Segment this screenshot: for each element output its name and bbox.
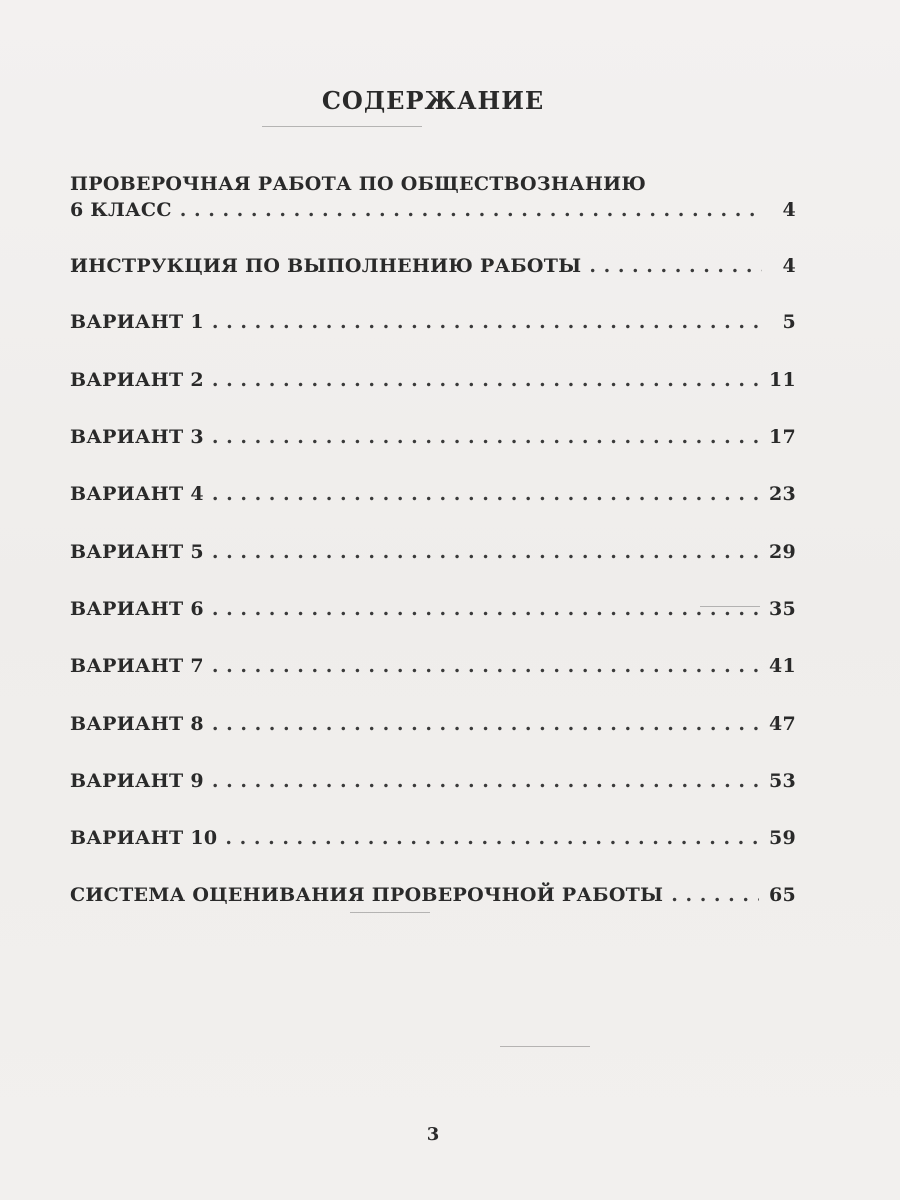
dot-leader [180, 197, 762, 223]
dot-leader [225, 825, 759, 851]
toc-entry-label: ВАРИАНТ 7 [70, 655, 204, 677]
toc-entry-page: 59 [768, 827, 796, 849]
dot-leader [212, 653, 759, 679]
dot-leader [212, 481, 759, 507]
toc-entry-page: 23 [768, 483, 796, 505]
toc-entry [70, 768, 796, 794]
toc-entry-label: ВАРИАНТ 5 [70, 541, 204, 563]
toc-entry-label: ВАРИАНТ 9 [70, 770, 204, 792]
toc-entry [70, 367, 796, 393]
toc-entry [70, 882, 796, 908]
toc-entry [70, 825, 796, 851]
toc-entry-label: ИНСТРУКЦИЯ ПО ВЫПОЛНЕНИЮ РАБОТЫ [70, 255, 582, 277]
toc-entry-page: 4 [782, 199, 796, 221]
dot-leader [589, 253, 762, 279]
toc-entry [70, 253, 796, 279]
toc-entry-label: ВАРИАНТ 8 [70, 713, 204, 735]
show-through-line [262, 126, 422, 127]
toc-entry-label: ВАРИАНТ 4 [70, 483, 204, 505]
toc-entry [70, 424, 796, 450]
toc-entry [70, 596, 796, 622]
toc-entry [70, 539, 796, 565]
toc-entry-label: 6 КЛАСС [70, 199, 172, 221]
dot-leader [212, 768, 759, 794]
dot-leader [212, 539, 759, 565]
toc-entry-label: ВАРИАНТ 2 [70, 369, 204, 391]
toc-entry [70, 711, 796, 737]
toc-entry-label: ВАРИАНТ 6 [70, 598, 204, 620]
toc-entry-page: 29 [768, 541, 796, 563]
dot-leader [671, 882, 759, 908]
toc-entry-title-line: ПРОВЕРОЧНАЯ РАБОТА ПО ОБЩЕСТВОЗНАНИЮ [70, 173, 647, 195]
toc-entry-page: 5 [782, 311, 796, 333]
toc-entry [70, 171, 796, 223]
toc-entry-page: 65 [768, 884, 796, 906]
show-through-line [350, 912, 430, 913]
toc-entry [70, 653, 796, 679]
toc-entry-label: ВАРИАНТ 3 [70, 426, 204, 448]
toc-entry-page: 4 [782, 255, 796, 277]
dot-leader [212, 711, 759, 737]
toc-entry-page: 53 [768, 770, 796, 792]
dot-leader [212, 367, 759, 393]
show-through-line [500, 1046, 590, 1047]
toc-entry [70, 309, 796, 335]
page-number: 3 [426, 1124, 440, 1145]
toc-entry-page: 17 [768, 426, 796, 448]
dot-leader [212, 424, 759, 450]
dot-leader [212, 596, 759, 622]
toc-entry-page: 35 [768, 598, 796, 620]
toc-entry-label: ВАРИАНТ 1 [70, 311, 204, 333]
dot-leader [212, 309, 762, 335]
toc-entry-page: 41 [768, 655, 796, 677]
page-title: СОДЕРЖАНИЕ [321, 86, 545, 115]
toc-entry-page: 11 [768, 369, 796, 391]
toc-entry-label: ВАРИАНТ 10 [70, 827, 218, 849]
toc-entry [70, 481, 796, 507]
toc-entry-label: СИСТЕМА ОЦЕНИВАНИЯ ПРОВЕРОЧНОЙ РАБОТЫ [70, 884, 664, 906]
toc-entry-page: 47 [768, 713, 796, 735]
